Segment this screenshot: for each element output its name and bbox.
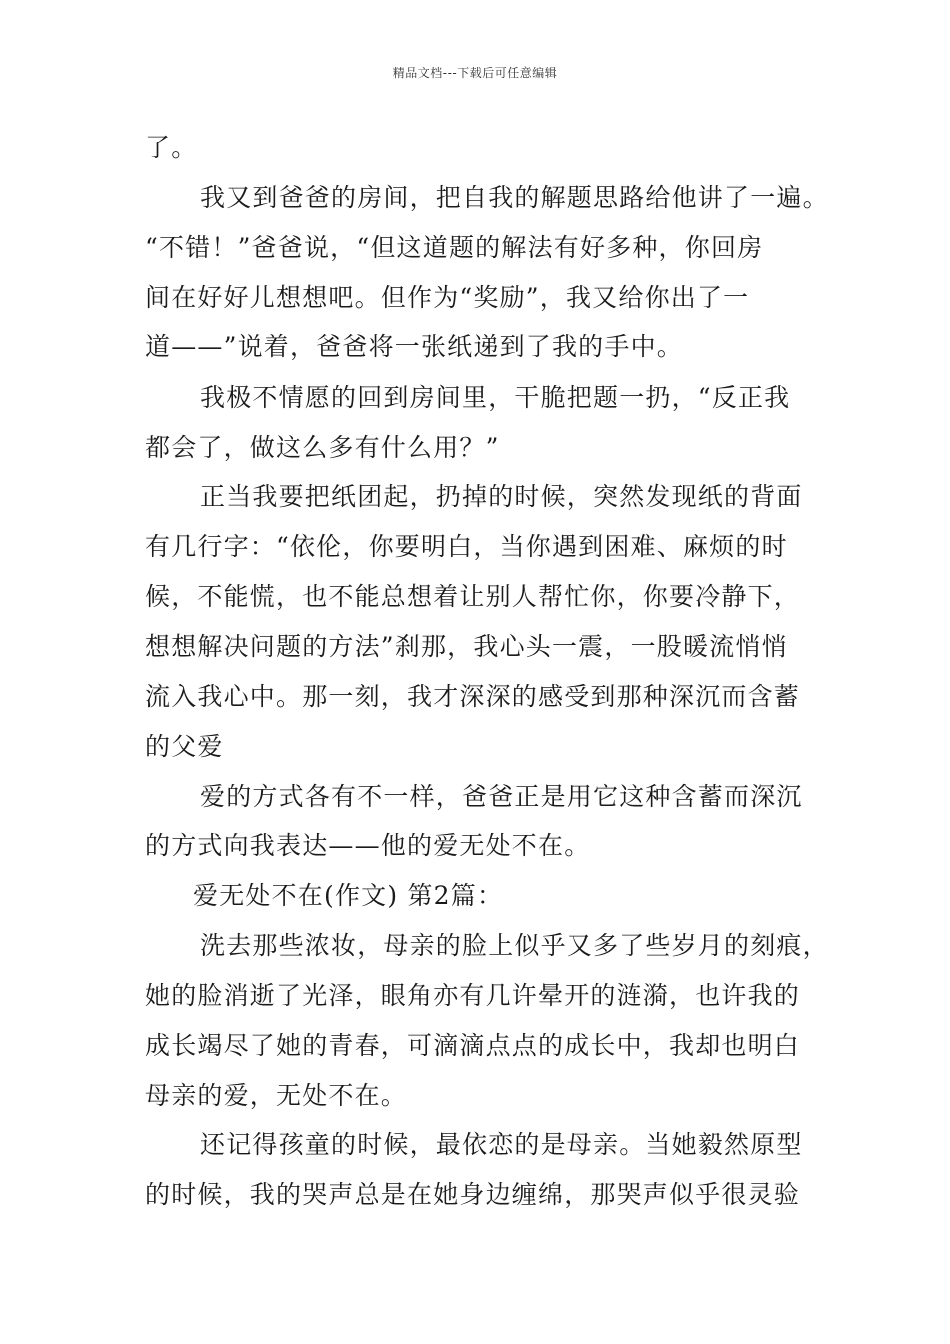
text-line: 我极不情愿的回到房间里，干脆把题一扔，“反正我 [200,383,791,412]
text-line: 爱的方式各有不一样，爸爸正是用它这种含蓄而深沉 [200,782,803,811]
text-line: 还记得孩童的时候，最依恋的是母亲。当她毅然原型 [200,1130,803,1159]
text-line: 的方式向我表达——他的爱无处不在。 [145,831,591,860]
text-line: 间在好好儿想想吧。但作为“奖励”，我又给你出了一 [145,283,750,312]
text-line: 她的脸消逝了光泽，眼角亦有几许晕开的涟漪，也许我的 [145,981,801,1010]
text-line: 有几行字：“依伦，你要明白，当你遇到困难、麻烦的时 [145,532,788,561]
text-line: 想想解决问题的方法”刹那，我心头一震，一股暖流悄悄 [145,632,788,661]
text-line: 都会了，做这么多有什么用？” [145,433,500,462]
text-line: 了。 [145,133,198,162]
text-line: 的父爱 [145,732,224,761]
text-line: 流入我心中。那一刻，我才深深的感受到那种深沉而含蓄 [145,682,801,711]
text-line: “不错！”爸爸说，“但这道题的解法有好多种，你回房 [145,233,764,262]
text-line: 洗去那些浓妆，母亲的脸上似乎又多了些岁月的刻痕， [200,931,829,960]
text-line: 道——”说着，爸爸将一张纸递到了我的手中。 [145,332,683,361]
page-header: 精品文档---下载后可任意编辑 [392,66,558,80]
text-line: 成长竭尽了她的青春，可滴滴点点的成长中，我却也明白 [145,1031,801,1060]
text-line: 我又到爸爸的房间，把自我的解题思路给他讲了一遍。 [200,183,829,212]
text-line: 的时候，我的哭声总是在她身边缠绵，那哭声似乎很灵验 [145,1180,801,1209]
text-line: 候，不能慌，也不能总想着让别人帮忙你，你要冷静下， [145,582,801,611]
text-line: 母亲的爱，无处不在。 [145,1081,408,1110]
text-line: 正当我要把纸团起，扔掉的时候，突然发现纸的背面 [200,482,803,511]
section-heading: 爱无处不在(作文) 第2篇： [193,881,504,910]
